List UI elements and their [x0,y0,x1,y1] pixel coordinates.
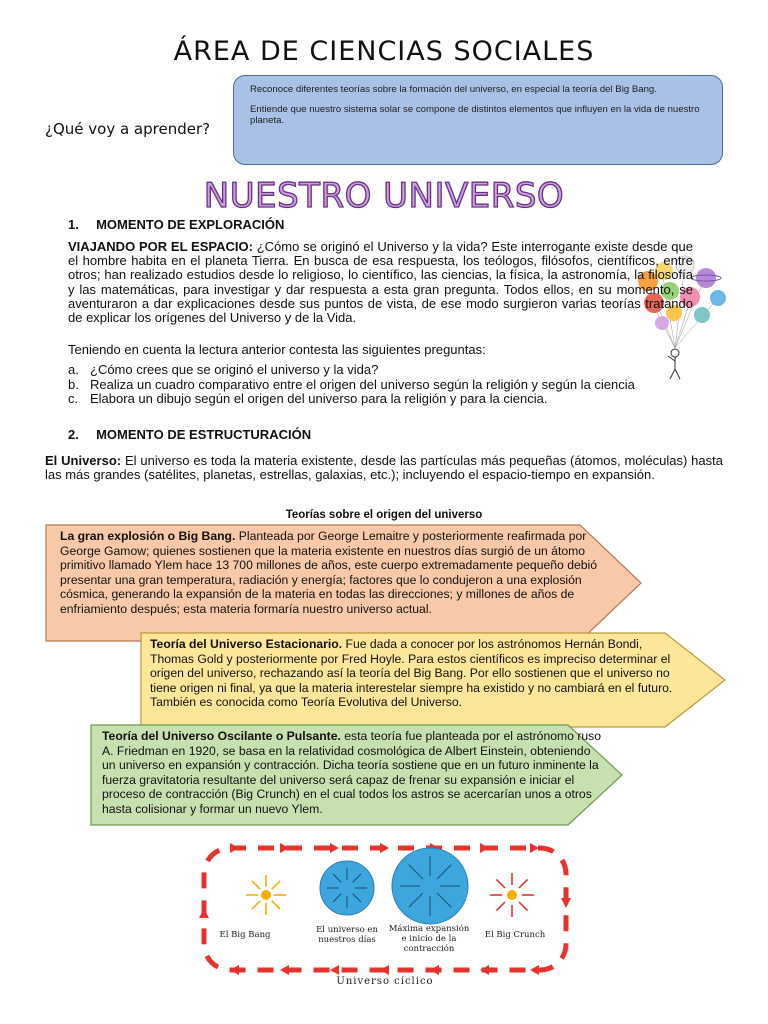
exploration-text: ¿Cómo se originó el Universo y la vida? Este interrogante existe desde que el hombre habita en el planeta Tierra. En busca de esa respuesta, los teólogos, filósofos, científicos, entre otros; han realizado estudios desde lo religioso, lo científico, las ciencias, la física, la astronomía, la filosofía y las matemáticas, para investigar y dar respuesta a esta gran pregunta. Todos ellos, en su momento, se aventuraron a dar explicaciones desde sus puntos de vista, de ese modo surgieron varias teorías tratando de explicar los orígenes del Universo y de la Vida. [68,239,693,326]
universe-title: NUESTRO UNIVERSO [203,176,565,216]
cycle-arrowhead [430,965,439,975]
question-a [68,363,718,378]
theories-title: Teorías sobre el origen del universo [285,509,483,521]
cycle-arrowhead [230,843,239,853]
section2-number: 2. [68,427,79,442]
big-crunch-ray [496,879,504,887]
big-bang-star [261,890,271,900]
question-marker: a. [68,362,79,377]
theory-oscillating-name: Teoría del Universo Oscilante o Pulsante. [102,729,341,743]
cycle-arrowhead [480,965,489,975]
cycle-label-big-bang: El Big Bang [219,930,271,940]
cycle-label-max-expansion: Máxima expansión e inicio de la contracción [388,924,470,954]
cycle-label-big-crunch: El Big Crunch [484,930,546,940]
cycle-arrowhead [330,965,339,975]
exploration-paragraph [68,240,693,325]
question-text: Elabora un dibujo según el origen del universo para la religión y para la ciencia. [90,391,548,406]
theory-stationary-text: Fue dada a conocer por los astrónomos Hernán Bondi, Thomas Gold y posteriormente por Fred Hoyle. Para estos científicos es impreciso determinar el origen del universo, rechazando así la teoría del Big Bang. Por ello sostienen que el universo no tiene origen ni final, ya que la materia interestelar siempre ha existido y no cambiará en el futuro. También es conocida como Teoría Evolutiva del Universo. [150,637,673,709]
cycle-arrowhead [380,965,389,975]
big-crunch-ray [496,902,504,910]
question-marker: b. [68,376,79,392]
objectives-box [233,75,723,165]
learn-question: ¿Qué voy a aprender? [45,120,211,138]
theory-stationary-text-block [150,637,678,710]
big-crunch-ray [519,902,527,910]
universe-definition [45,454,723,482]
big-bang-ray [272,881,280,889]
cyclic-universe-diagram [190,838,580,998]
question-text: ¿Cómo crees que se originó el universo y la vida? [90,362,379,377]
theory-oscillating-text: esta teoría fue planteada por el astrónomo ruso A. Friedman en 1920, se basa en la relatividad cosmológica de Albert Einstein, obteniendo un universo en expansión y contracción. Dicha teoría sostiene que en un futuro inminente la fuerza gravitatoria resultante del universo será capaz de frenar su expansión e iniciar el proceso de contracción (Big Crunch) en el cual todos los astros se acercarían unos a otros hasta colisionar y formar un nuevo Ylem. [102,729,602,816]
cycle-arrowhead [199,908,209,918]
cycle-arrowhead [330,843,339,853]
section1-number: 1. [68,217,79,232]
theory-big-bang-name: La gran explosión o Big Bang. [60,529,236,543]
objective-1: Reconoce diferentes teorías sobre la formación del universo, en especial la teoría del Big Bang. [250,84,657,95]
big-bang-ray [252,901,260,909]
objective-2: Entiende que nuestro sistema solar se compone de distintos elementos que influyen en la vida de nuestro planeta. [250,103,700,126]
page-title: ÁREA DE CIENCIAS SOCIALES [173,36,595,67]
big-crunch-star [507,890,517,900]
theory-big-bang-text: Planteada por George Lemaitre y posteriormente reafirmada por George Gamow; quienes sostienen que la materia existente en nuestros días surgió de un átomo primitivo llamado Ylem hace 13 700 millones de años, este cuerpo extremadamente pequeño debió presentar una gran temperatura, radiación y energía; factores que lo condujeron a una explosión cósmica, generando la expansión de la materia en todas las direcciones; y millones de años de enfriamiento después; esta materia formaría nuestro universo actual. [60,529,598,616]
cycle-diagram-svg [190,838,580,998]
cycle-arrowhead [380,843,389,853]
question-marker: c. [68,391,79,406]
question-b [68,378,718,393]
theory-big-bang [45,524,643,642]
big-crunch-ray [519,879,527,887]
cycle-label-today: El universo en nuestros días [316,925,378,945]
cycle-arrowhead [480,843,489,853]
question-text: Realiza un cuadro comparativo entre el origen del universo según la religión y según la ciencia [90,376,635,392]
theory-big-bang-text-block [60,529,600,616]
theory-stationary-name: Teoría del Universo Estacionario. [150,637,343,651]
cycle-arrowhead [530,843,539,853]
section1-heading [68,217,284,232]
universe-text: El universo es toda la materia existente, desde las partículas más pequeñas (átomos, moléculas) hasta las más grandes (satélites, planetas, estrellas, galaxias, etc.); incluyendo el espacio-tiempo en expansión. [45,453,723,483]
theory-oscillating [90,724,624,826]
section2-heading [68,427,311,442]
theory-stationary [140,632,727,728]
instruction-text: Teniendo en cuenta la lectura anterior contesta las siguientes preguntas: [68,342,486,357]
question-list [68,363,718,407]
cycle-arrowhead [230,965,239,975]
cycle-arrowhead [280,965,289,975]
cycle-arrowhead [530,965,539,975]
cycle-arrowhead [561,898,571,908]
cycle-arrowhead [280,843,289,853]
cycle-caption: Universo cíclico [336,976,434,987]
big-bang-ray [272,901,280,909]
universe-lead: El Universo: [45,453,122,468]
section1-title: MOMENTO DE EXPLORACIÓN [96,217,285,232]
big-bang-ray [252,881,260,889]
question-c [68,392,718,407]
section2-title: MOMENTO DE ESTRUCTURACIÓN [96,427,312,442]
theory-oscillating-text-block [102,729,602,816]
exploration-lead: VIAJANDO POR EL ESPACIO: [68,239,253,254]
